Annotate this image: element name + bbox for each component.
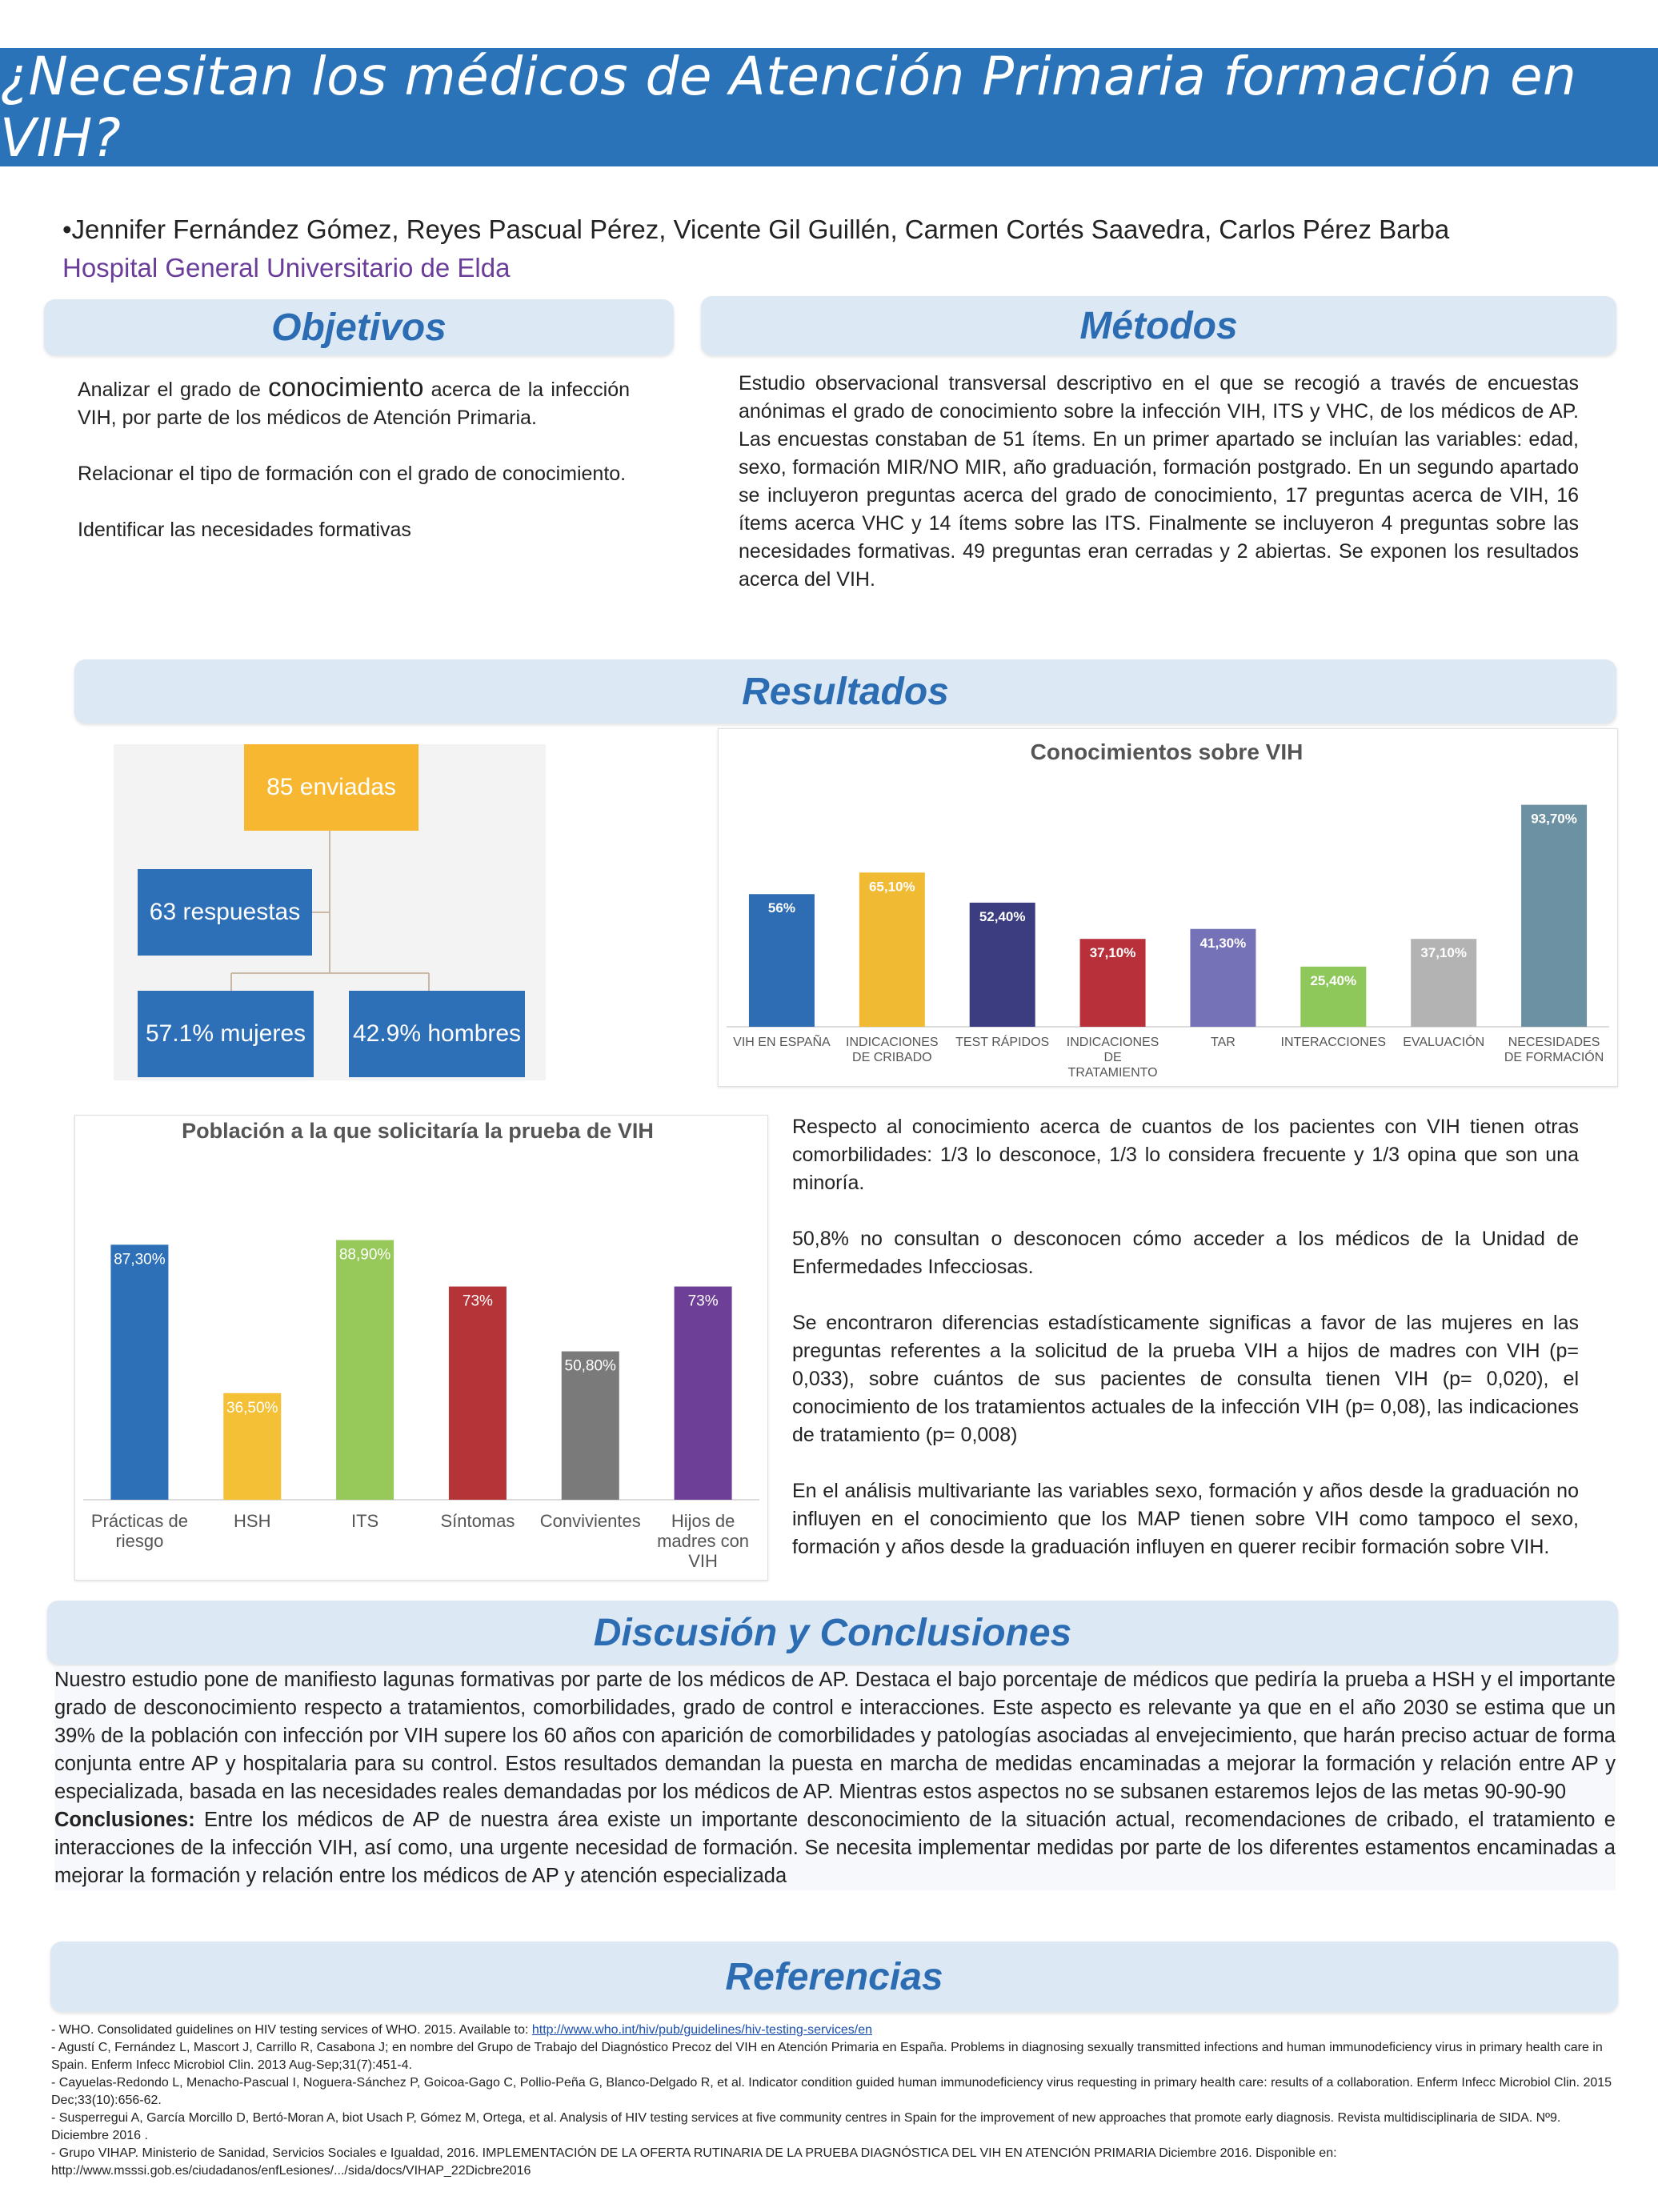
metodos-text: Estudio observacional transversal descriptivo en el que se recogió a través de encuestas anónimas el grado de conocimiento sobre la infección VIH, ITS y VHC, de los médicos de AP. Las encuestas constaban de 51 ítems. En un primer apartado se incluían las variables: edad, sexo, formación MIR/NO MIR, año graduación, formación postgrado. En un segundo apartado se incluyeron preguntas acerca del grado de conocimiento, 17 preguntas acerca de VIH, 16 ítems acerca VHC y 14 ítems sobre las ITS. Finalmente se incluyeron 4 preguntas sobre las necesidades formativas. 49 preguntas eran cerradas y 2 abiertas. Se exponen los resultados acerca del VIH. [739, 372, 1579, 591]
data-label-0: 87,30% [114, 1251, 166, 1268]
tick-label-2: ITS [350, 1511, 379, 1531]
tick-label-6: EVALUACIÓN [1403, 1036, 1485, 1049]
metodos-heading: Métodos [1079, 304, 1238, 347]
tick-label-3: Síntomas [440, 1511, 515, 1531]
reference-2: - Agustí C, Fernández L, Mascort J, Carrillo R, Casabona J; en nombre del Grupo de Trabajo del Diagnóstico Precoz del VIH en Atención Primaria en España. Problems in diagnosing sexually transmitted infections and human immunodeficiency virus in primary health care in Spain. Enferm Infecc Microbiol Clin. 2013 Aug-Sep;31(7):451-4. [51, 2041, 1603, 2072]
reference-3: - Cayuelas-Redondo L, Menacho-Pascual I, Noguera-Sánchez P, Goicoa-Gago C, Pollio-Peña G, Blanco-Delgado R, et al. Indicator condition guided human immunodeficiency virus requesting in primary health care: results of a collaboration. Enferm Infecc Microbiol Clin. 2015 Dec;33(10):656-62. [51, 2076, 1612, 2107]
discusion-body [54, 1666, 1616, 1890]
data-label-2: 88,90% [338, 1246, 391, 1264]
discusion-heading: Discusión y Conclusiones [593, 1611, 1072, 1654]
bar-5 [675, 1287, 732, 1500]
reference-1 [51, 2022, 1618, 2039]
chart-title: Población a la que solicitaría la prueba de VIH [182, 1119, 654, 1143]
metodos-header [701, 296, 1616, 355]
bar-0 [110, 1244, 168, 1500]
objetivo-1-start: Analizar el grado de [78, 379, 261, 401]
resultados-p2: 50,8% no consultan o desconocen cómo acceder a los médicos de la Unidad de Enfermedades Infecciosas. [792, 1228, 1579, 1278]
referencias-header [50, 1942, 1618, 2012]
chart-poblacion [74, 1115, 768, 1581]
resultados-p3: Se encontraron diferencias estadísticamente significas a favor de las mujeres en las preguntas referentes a la solicitud de la prueba VIH a hijos de madres con VIH (p= 0,033), sobre cuántos de sus pacientes de consulta tienen VIH (p= 0,020), el conocimiento de los tratamientos actuales de la infección VIH (p= 0,08), las indicaciones de tratamiento (p= 0,008) [792, 1312, 1579, 1446]
resultados-body [792, 1113, 1579, 1589]
tick-label-7-1: DE FORMACIÓN [1504, 1051, 1604, 1064]
tick-label-1-0: INDICACIONES [846, 1036, 939, 1049]
data-label-5: 73% [687, 1292, 719, 1310]
tick-label-4: Convivientes [539, 1511, 641, 1531]
poster-title: ¿Necesitan los médicos de Atención Primaria formación en VIH? [0, 46, 1577, 169]
reference-5: - Grupo VIHAP. Ministerio de Sanidad, Servicios Sociales e Igualdad, 2016. IMPLEMENTACIÓN DE LA OFERTA RUTINARIA DE LA PRUEBA DIAGNÓSTICA DEL VIH EN ATENCIÓN PRIMARIA Diciembre 2016. Disponible en: [51, 2146, 1337, 2160]
resultados-p4: En el análisis multivariante las variables sexo, formación y años desde la graduación no influyen en el conocimiento que los MAP tienen sobre VIH como tampoco el sexo, formación y años desde la graduación influyen en querer recibir formación sobre VIH. [792, 1480, 1579, 1558]
chart-conocimientos [718, 728, 1618, 1087]
flow-box-enviadas: 85 enviadas [244, 744, 419, 831]
data-label-3: 73% [462, 1292, 493, 1310]
data-label-6: 37,10% [1420, 945, 1468, 961]
bar-7 [1521, 805, 1587, 1027]
tick-label-4: TAR [1211, 1036, 1235, 1049]
chart-conocimientos-svg [719, 729, 1617, 1086]
title-banner [0, 46, 1658, 169]
hospital-name: Hospital General Universitario de Elda [62, 253, 511, 283]
objetivos-header [44, 299, 674, 355]
reference-1-text: - WHO. Consolidated guidelines on HIV testing services of WHO. 2015. Available to: [51, 2023, 532, 2037]
authors: •Jennifer Fernández Gómez, Reyes Pascual Pérez, Vicente Gil Guillén, Carmen Cortés Saavedra, Carlos Pérez Barba [62, 214, 1450, 244]
resultados-p1: Respecto al conocimiento acerca de cuantos de los pacientes con VIH tienen otras comorbilidades: 1/3 lo desconoce, 1/3 lo considera frecuente y 1/3 opina que son una minoría. [792, 1116, 1579, 1194]
data-label-4: 50,80% [564, 1357, 616, 1375]
flow-box-mujeres: 57.1% mujeres [138, 991, 314, 1077]
metodos-body [739, 370, 1579, 622]
objetivo-2: Relacionar el tipo de formación con el grado de conocimiento. [78, 463, 627, 485]
bar-1 [859, 872, 925, 1027]
objetivo-1-emphasis: conocimiento [268, 372, 424, 402]
objetivos-heading: Objetivos [271, 306, 447, 349]
reference-4: - Susperregui A, García Morcillo D, Bertó-Moran A, biot Usach P, Gómez M, Ortega, et al. Analysis of HIV testing services at five community centres in Spain for the improvement of new approaches that promote early diagnosis. Revista multidisciplinaria de SIDA. Nº9. Diciembre 2016 . [51, 2111, 1561, 2142]
data-label-3: 37,10% [1089, 945, 1136, 961]
tick-label-1-1: DE CRIBADO [852, 1051, 932, 1064]
bar-2 [336, 1240, 394, 1500]
tick-label-0-1: riesgo [115, 1531, 164, 1551]
tick-label-3-2: TRATAMIENTO [1067, 1066, 1158, 1080]
tick-label-1: HSH [234, 1511, 271, 1531]
tick-label-5-2: VIH [688, 1551, 718, 1571]
tick-label-0: VIH EN ESPAÑA [733, 1036, 831, 1049]
data-label-0: 56% [767, 900, 795, 916]
flow-box-hombres: 42.9% hombres [349, 991, 525, 1077]
chart-title: Conocimientos sobre VIH [1030, 739, 1304, 764]
reference-5-url: http://www.msssi.gob.es/ciudadanos/enfLesiones/.../sida/docs/VIHAP_22Dicbre2016 [51, 2164, 531, 2178]
objetivo-1-end: acerca de la infección VIH, por parte de los médicos de Atención Primaria. [78, 379, 631, 429]
tick-label-7-0: NECESIDADES [1508, 1036, 1600, 1049]
tick-label-3-1: DE [1103, 1051, 1122, 1064]
data-label-1: 36,50% [226, 1399, 278, 1417]
conclusiones-label: Conclusiones: [54, 1809, 195, 1831]
objetivo-1 [78, 373, 630, 432]
resultados-header [74, 659, 1616, 723]
tick-label-0-0: Prácticas de [90, 1511, 188, 1531]
referencias-body [51, 2022, 1618, 2180]
objetivos-body [78, 373, 630, 572]
flow-box-respuestas: 63 respuestas [138, 869, 312, 956]
data-label-5: 25,40% [1310, 972, 1357, 988]
flow-diagram [114, 744, 546, 1080]
data-label-4: 41,30% [1199, 935, 1247, 951]
objetivo-3: Identificar las necesidades formativas [78, 519, 411, 541]
data-label-7: 93,70% [1531, 811, 1577, 827]
tick-label-5-0: Hijos de [671, 1511, 735, 1531]
tick-label-2: TEST RÁPIDOS [955, 1036, 1050, 1049]
bar-3 [449, 1287, 507, 1500]
tick-label-3-0: INDICACIONES [1066, 1036, 1159, 1049]
chart-poblacion-svg [75, 1116, 767, 1580]
data-label-2: 52,40% [979, 908, 1026, 924]
conclusiones-paragraph [54, 1806, 1616, 1890]
reference-1-link[interactable]: http://www.who.int/hiv/pub/guidelines/hiv-testing-services/en [531, 2023, 872, 2037]
data-label-1: 65,10% [868, 879, 915, 895]
conclusiones-text: Entre los médicos de AP de nuestra área existe un importante desconocimiento de la situación actual, recomendaciones de cribado, el tratamiento e interacciones de la infección VIH, así como, una urgente necesidad de formación. Se necesita implementar medidas por parte de los diferentes estamentos encaminadas a mejorar la formación y relación entre los médicos de AP y atención especializada [54, 1809, 1616, 1887]
discusion-text: Nuestro estudio pone de manifiesto lagunas formativas por parte de los médicos de AP. Destaca el bajo porcentaje de médicos que pediría la prueba a HSH y el importante grado de desconocimiento respecto a tratamientos, comorbilidades, grado de control e interacciones. Este aspecto es relevante ya que en el año 2030 se estima que un 39% de la población con infección por VIH supere los 60 años con aparición de comorbilidades y patologías asociadas al envejecimiento, que harán preciso actuar de forma conjunta entre AP y hospitalaria para su control. Estos resultados demandan la puesta en marcha de medidas encaminadas a mejorar la formación y relación entre AP y especializada, basada en las necesidades reales demandadas por los médicos de AP. Mientras estos aspectos no se subsanen estaremos lejos de las metas 90-90-90 [54, 1669, 1616, 1803]
resultados-heading: Resultados [742, 670, 949, 713]
referencias-heading: Referencias [725, 1955, 943, 1998]
tick-label-5: INTERACCIONES [1280, 1036, 1387, 1049]
discusion-header [47, 1601, 1618, 1665]
tick-label-5-1: madres con [657, 1531, 750, 1551]
